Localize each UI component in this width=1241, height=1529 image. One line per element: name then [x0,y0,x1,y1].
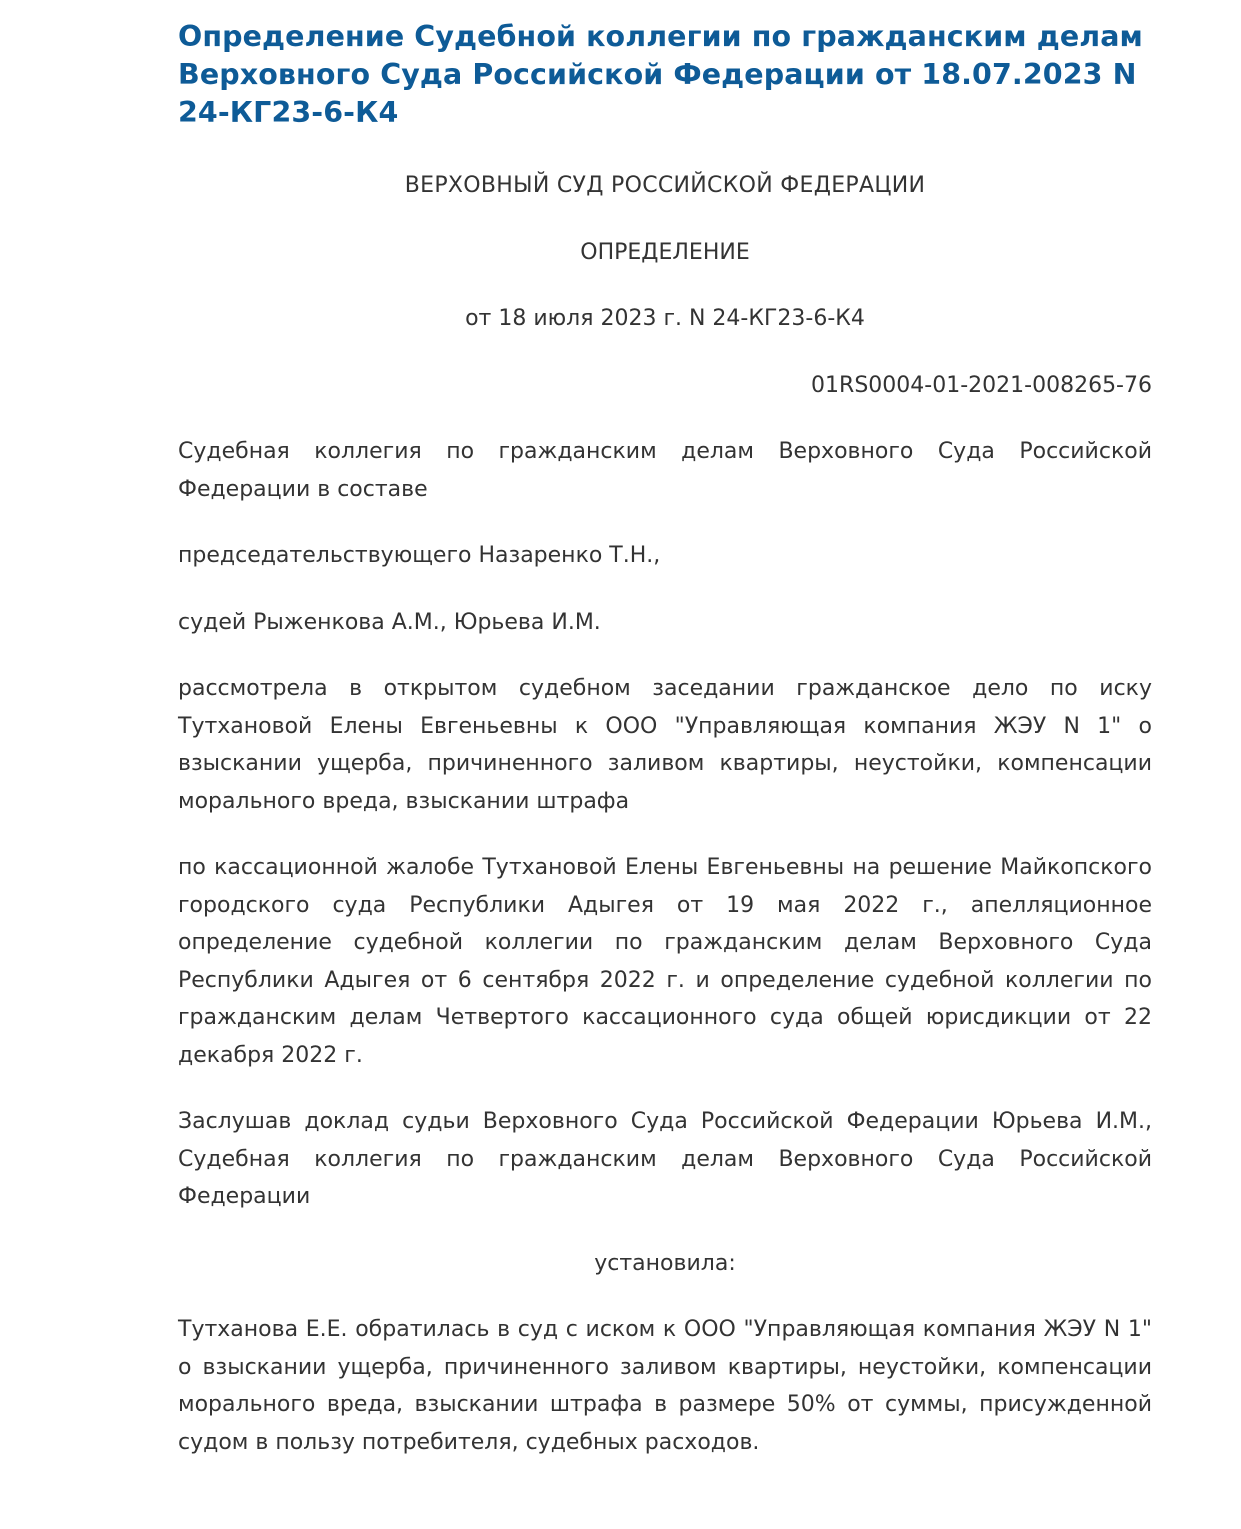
paragraph-panel: Судебная коллегия по гражданским делам Верховного Суда Российской Федерации в составе [178,439,1152,502]
court-name: ВЕРХОВНЫЙ СУД РОССИЙСКОЙ ФЕДЕРАЦИИ [404,173,926,198]
paragraph-appeal: по кассационной жалобе Тутхановой Елены Евгеньевны на решение Майкопского городского суда Республики Адыгея от 19 мая 2022 г., апелляционное определение судебной коллегии по гражданским делам Верховного Суда Республики Адыгея от 6 сентября 2022 г. и определение судебной коллегии по гражданским делам Четвертого кассационного суда общей юрисдикции от 22 декабря 2022 г. [178,855,1152,1068]
established-heading: установила: [594,1250,736,1276]
document-type: ОПРЕДЕЛЕНИЕ [580,239,750,265]
document-title: Определение Судебной коллегии по гражданским делам Верховного Суда Российской Федерации от 18.07.2023 N 24-КГ23-6-К4 [178,20,1143,129]
paragraph-judges: судей Рыженкова А.М., Юрьева И.М. [178,609,601,635]
paragraph-report: Заслушав доклад судьи Верховного Суда Российской Федерации Юрьева И.М., Судебная коллегия по гражданским делам Верховного Суда Российской Федерации [178,1109,1152,1209]
document-date-number: от 18 июля 2023 г. N 24-КГ23-6-К4 [465,306,865,331]
paragraph-chairman: председательствующего Назаренко Т.Н., [178,543,661,568]
paragraph-claim: Тутханова Е.Е. обратилась в суд с иском к ООО "Управляющая компания ЖЭУ N 1" о взыскании ущерба, причиненного заливом квартиры, неустойки, компенсации морального вреда, взыскании штрафа в размере 50% от суммы, присужденной судом в пользу потребителя, судебных расходов. [178,1317,1152,1455]
case-identifier: 01RS0004-01-2021-008265-76 [811,372,1152,398]
paragraph-case: рассмотрела в открытом судебном заседании гражданское дело по иску Тутхановой Елены Евгеньевны к ООО "Управляющая компания ЖЭУ N 1" о взыскании ущерба, причиненного заливом квартиры, неустойки, компенсации морального вреда, взыскании штрафа [178,676,1152,814]
document-page [178,18,1152,1461]
